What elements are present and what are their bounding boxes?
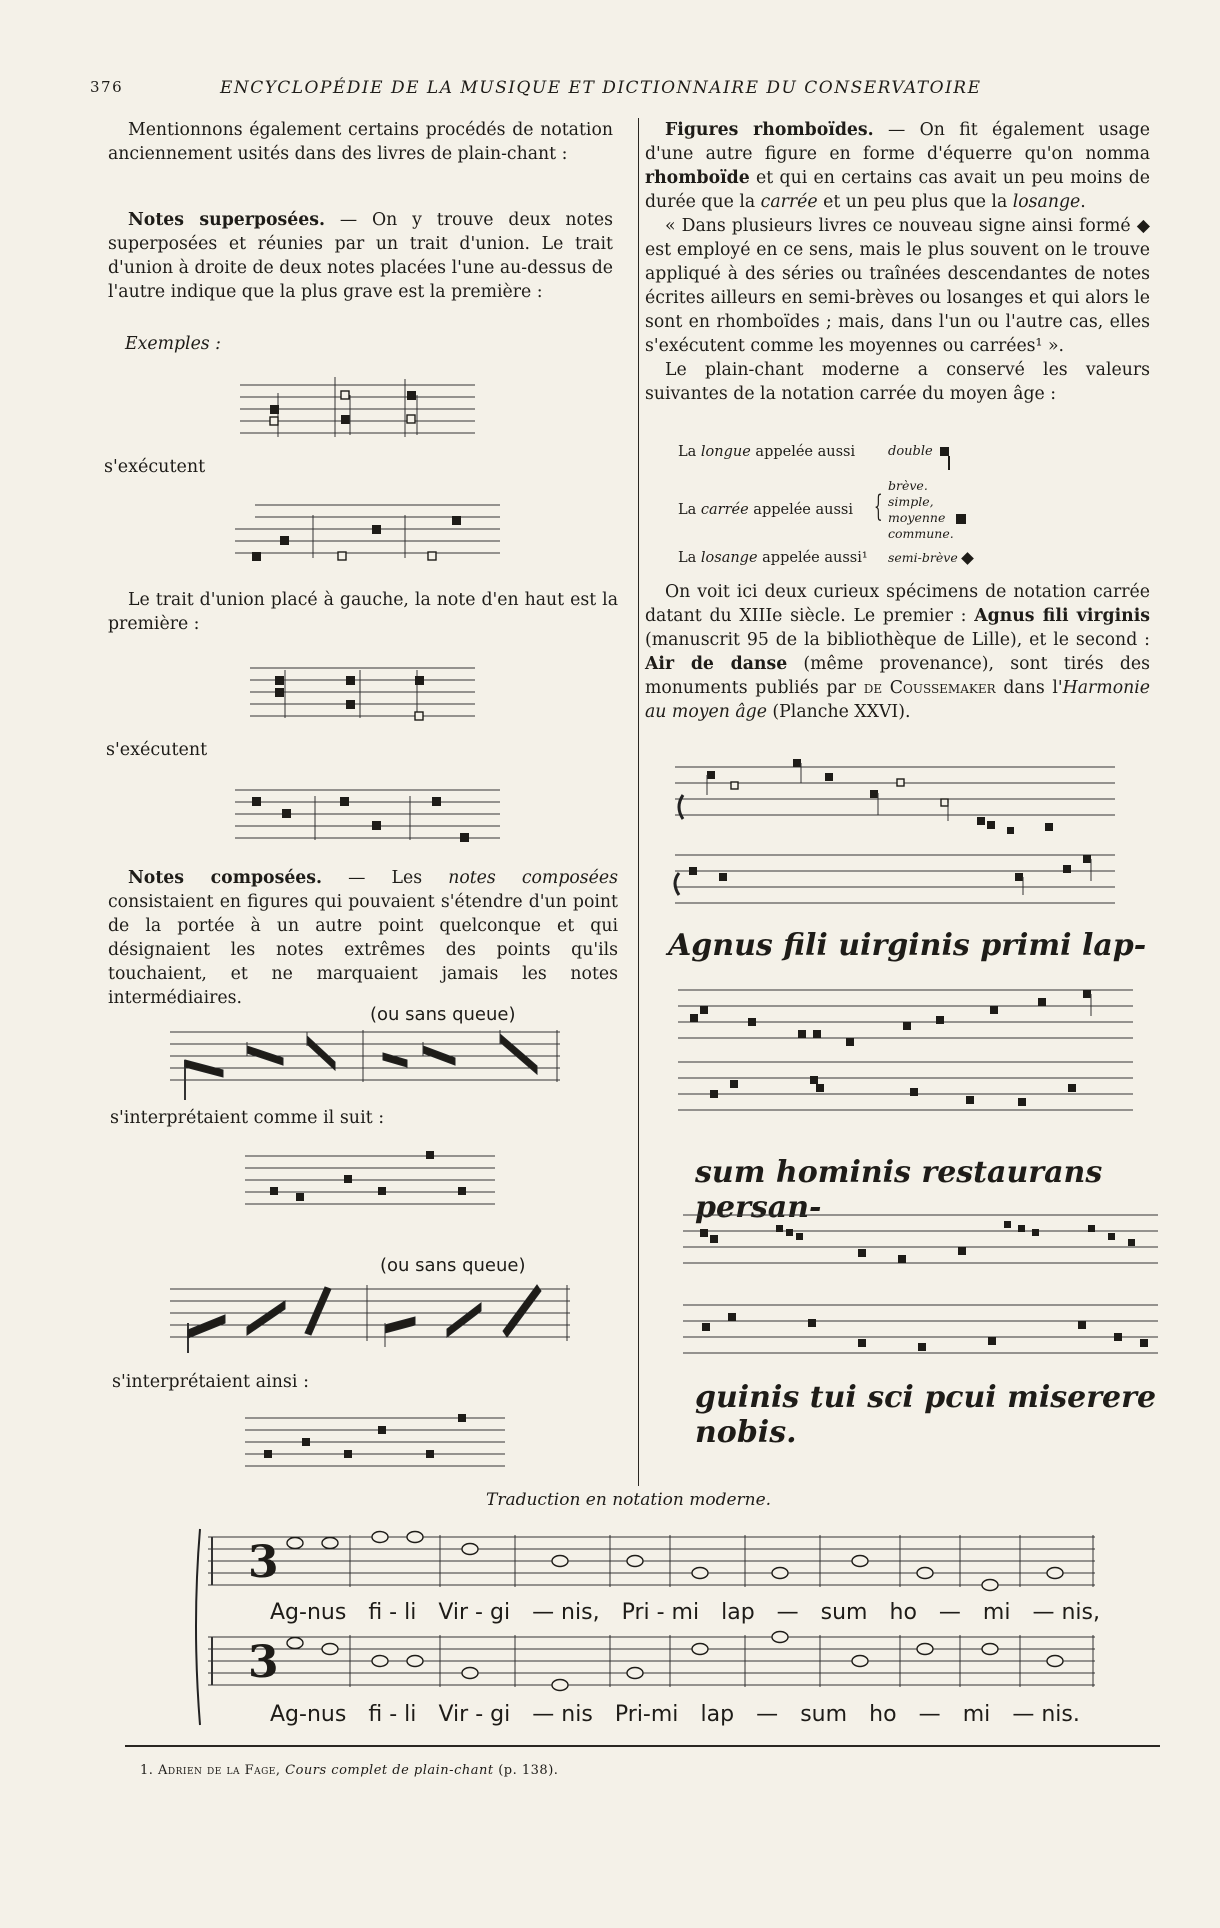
footnote-number: 1. [140,1763,154,1778]
r2-v4: commune. [888,526,954,541]
carree-word: carrée [760,192,818,212]
lyric-1-10: mi [982,1600,1011,1625]
svg-text:3: 3 [248,1537,279,1588]
r1-it: longue [700,444,751,460]
staff-ligature-1-interpretation [240,1150,500,1210]
staff-ligature-2 [165,1275,575,1365]
sexecutent-label-1: s'exécutent [104,457,206,477]
r3-b: appelée aussi¹ [757,550,868,566]
manuscript-staves-2 [668,980,1158,1120]
lyric-1-6: — [776,1600,799,1625]
r3-it: losange [700,550,758,566]
voici-text: On voit ici deux curieux spécimens de notation carrée datant du XIIIe siècle. Le premier : [645,582,1150,626]
rhomboides-text-3: et un peu plus que la [817,192,1013,212]
footnote-title: Cours complet de plain-chant [285,1763,494,1778]
superposees-heading: Notes superposées. [128,210,325,230]
lyric-1-3: — nis, [532,1600,600,1625]
composees-text-a: — Les [322,868,449,888]
trait-gauche-paragraph [108,588,618,636]
r3-a: La [678,550,701,566]
losange-word: losange [1012,192,1081,212]
rhomboides-text: — On fit également usage d'une autre figure en forme d'équerre qu'on nomma [645,120,1150,164]
lyric-1-2: Vir - gi [438,1600,511,1625]
composees-block [108,866,618,1010]
r2-v1: brève. [888,478,928,493]
intro-paragraph: Mentionnons également certains procédés de notation anciennement usités dans des livres de plain-chant : [108,120,613,164]
row-carree [678,502,853,518]
coussemaker: de Coussemaker [863,678,996,698]
manuscript-lyric-3: guinis tui sci pcui miserere nobis. [695,1380,1157,1450]
rhomboides-text-2: et qui en certains cas avait un peu moins de durée que la [645,168,1150,212]
lyric-2-4: Pri-mi [614,1702,679,1727]
lyric-1-4: Pri - mi [621,1600,700,1625]
lyric-2-0: Ag-nus [270,1702,347,1727]
sans-queue-label-2: (ou sans queue) [380,1255,526,1276]
manuscript-staves-1 [665,755,1155,915]
staff-example-2 [245,660,485,730]
lyric-2-6: — [756,1702,779,1727]
composees-text-b: consistaient en figures qui pouvaient s'étendre d'un point de la portée à un autre point quelconque et qui désignaient les notes extrêmes des points qu'ils touchaient, et ne marquaient jamais les notes intermédiaires. [108,892,618,1008]
air-title: Air de danse [645,654,788,674]
manuscript-lyric-1: Agnus fili uirginis primi lap- [668,928,1147,963]
rhomboides-heading: Figures rhomboïdes. [665,120,874,140]
footnote-rule [125,1745,1160,1747]
losange-symbol [961,552,974,565]
row-longue [678,444,855,460]
staff-example-1-execution [220,500,510,570]
r1-a: La [678,444,701,460]
footnote-author: Adrien de la Fage, [158,1763,281,1778]
carree-brace: { [874,489,883,524]
lyric-2-5: lap [700,1702,735,1727]
sexecutent-label-2: s'exécutent [106,740,208,760]
page-number: 376 [90,78,124,96]
r2-v3: moyenne [888,510,946,525]
lyric-1-9: — [938,1600,961,1625]
lyric-2-1: fi - li [368,1702,417,1727]
plain-chant-paragraph: Le plain-chant moderne a conservé les valeurs suivantes de la notation carrée du moyen âge : [645,360,1150,404]
voici-text-4: dans l' [995,678,1063,698]
composees-heading: Notes composées. [128,868,323,888]
interp-label-2: s'interprétaient ainsi : [112,1372,309,1392]
voici-text-3: (même provenance), sont tirés des monuments publiés par [645,654,1150,698]
footnote-page: (p. 138). [498,1763,559,1778]
lyric-2-3: — nis [532,1702,593,1727]
left-intro [108,118,613,166]
staff-example-1 [240,375,480,445]
lyric-2-2: Vir - gi [438,1702,511,1727]
harmonie-title: Harmonie au moyen âge [645,678,1150,722]
r1-value: double [888,444,933,459]
r3-value: semi-brève [888,550,958,565]
agnus-title: Agnus fili virginis [974,606,1150,626]
specimens-paragraph [645,580,1150,724]
lyric-2-9: — [918,1702,941,1727]
staff-ligature-1 [165,1020,565,1110]
lyric-1-11: — nis, [1032,1600,1100,1625]
manuscript-staves-3 [668,1205,1168,1380]
longue-symbol [940,447,949,456]
examples-label: Exemples : [125,334,221,354]
r2-it: carrée [700,502,749,518]
lyrics-line-2 [270,1702,1080,1727]
lyric-2-11: — nis. [1012,1702,1080,1727]
translation-caption: Traduction en notation moderne. [486,1490,772,1510]
voici-text-5: (Planche XXVI). [766,702,911,722]
r2-b: appelée aussi [748,502,853,518]
lyric-1-0: Ag-nus [270,1600,347,1625]
r1-b: appelée aussi [750,444,856,460]
rhomboide-word: rhomboïde [645,168,750,188]
r2-v2: simple, [888,494,934,509]
composees-text-italic: notes composées [448,868,618,888]
row-losange [678,550,868,566]
running-title: ENCYCLOPÉDIE DE LA MUSIQUE ET DICTIONNAIRE DU CONSERVATOIRE [220,78,982,98]
interp-label-1: s'interprétaient comme il suit : [110,1108,385,1128]
lyric-1-1: fi - li [368,1600,417,1625]
r2-a: La [678,502,701,518]
lyrics-line-1 [270,1600,1100,1625]
carree-symbol [956,514,966,524]
superposees-block [108,208,613,304]
lyric-1-8: ho [889,1600,917,1625]
lyric-1-5: lap [721,1600,755,1625]
lyric-2-7: sum [800,1702,848,1727]
lyric-1-7: sum [820,1600,868,1625]
staff-example-2-execution [220,780,510,850]
svg-text:3: 3 [248,1637,279,1688]
voici-text-2: (manuscrit 95 de la bibliothèque de Lille), et le second : [645,630,1150,650]
longue-stem [948,456,950,470]
superposees-text: — On y trouve deux notes superposées et réunies par un trait d'union. Le trait d'union à droite de deux notes placées l'une au-dessus de l'autre indique que la plus grave est la première : [108,210,613,302]
rhomboides-text-4: . [1080,192,1086,212]
sans-queue-label-1: (ou sans queue) [370,1004,516,1025]
staff-ligature-2-interpretation [240,1412,510,1472]
manuscript-lyric-2: sum hominis restaurans persan- [695,1155,1103,1225]
trait-gauche-text: Le trait d'union placé à gauche, la note d'en haut est la première : [108,590,618,634]
rhomboides-paragraph [645,118,1150,406]
carree-values [888,478,954,542]
lyric-2-8: ho [869,1702,897,1727]
quote-paragraph: « Dans plusieurs livres ce nouveau signe ainsi formé ◆ est employé en ce sens, mais le plus souvent on le trouve appliqué à des séries ou traînées descendantes de notes écrites ailleurs en semi-brèves ou losanges et qui alors le sont en rhomboïdes ; mais, dans l'un ou l'autre cas, elles s'exécutent comme les moyennes ou carrées¹ ». [645,216,1150,356]
footnote [140,1763,558,1778]
lyric-2-10: mi [962,1702,991,1727]
column-divider [638,118,639,1486]
